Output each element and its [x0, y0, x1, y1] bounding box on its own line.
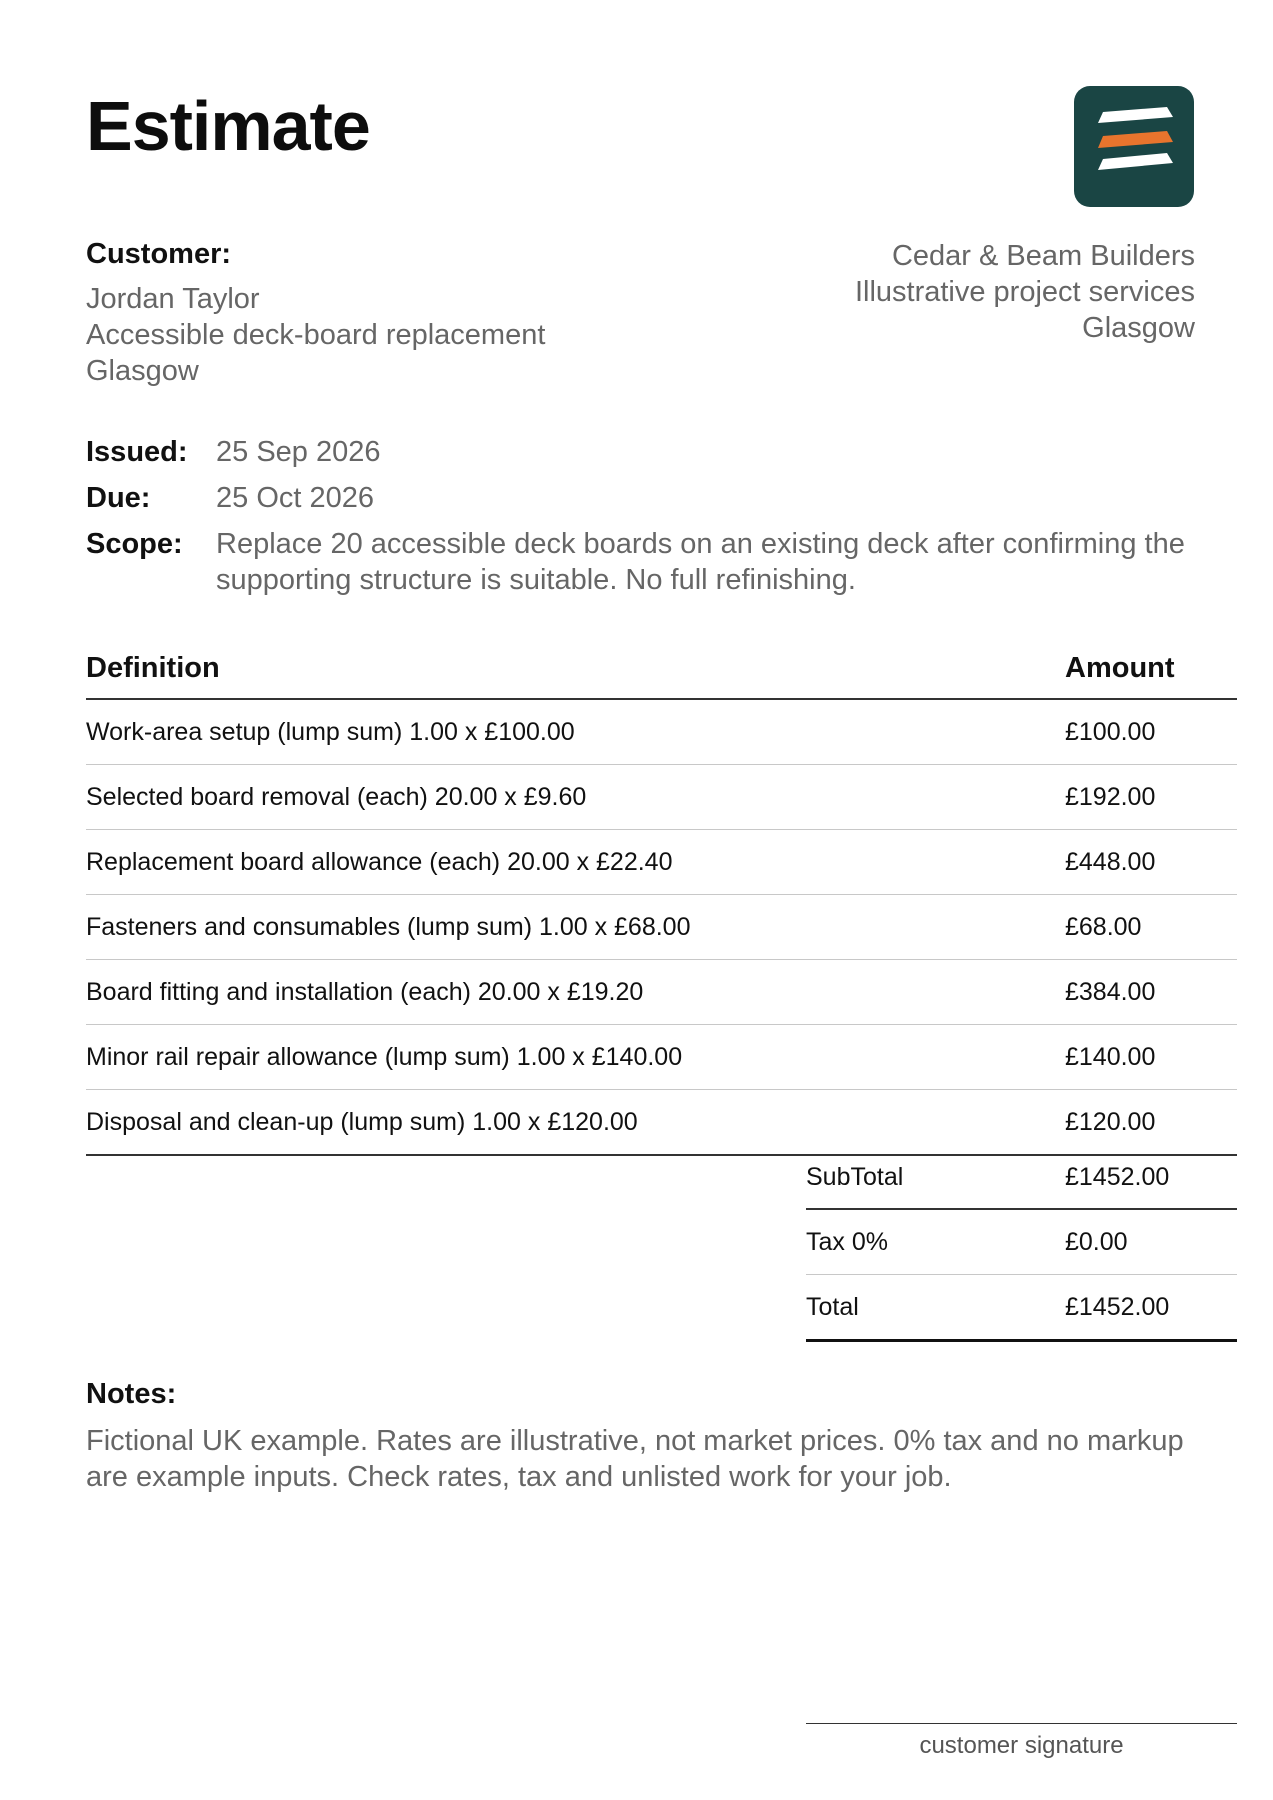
signature-line — [806, 1723, 1237, 1724]
company-block — [855, 238, 1195, 346]
notes-label: Notes: — [86, 1378, 177, 1410]
item-amount: £384.00 — [1065, 977, 1156, 1006]
item-definition: Replacement board allowance (each) 20.00 x £22.40 — [86, 847, 673, 876]
tax-label: Tax 0% — [806, 1227, 888, 1256]
item-amount: £140.00 — [1065, 1042, 1156, 1071]
notes-block — [86, 1378, 1206, 1495]
item-definition: Selected board removal (each) 20.00 x £9.60 — [86, 782, 587, 811]
signature-label: customer signature — [919, 1732, 1124, 1759]
subtotal-value: £1452.00 — [1065, 1163, 1170, 1191]
customer-name: Jordan Taylor — [86, 283, 260, 315]
table-header — [86, 652, 1237, 700]
customer-project: Accessible deck-board replacement — [86, 319, 546, 351]
table-body — [86, 700, 1237, 1156]
company-name: Cedar & Beam Builders — [891, 240, 1195, 272]
subtotal-label: SubTotal — [806, 1163, 904, 1191]
table-row — [86, 960, 1237, 1025]
item-definition: Disposal and clean-up (lump sum) 1.00 x £120.00 — [86, 1107, 638, 1136]
due-label: Due: — [86, 482, 151, 514]
issued-date: 25 Sep 2026 — [216, 436, 381, 468]
table-row — [86, 1025, 1237, 1090]
item-definition: Minor rail repair allowance (lump sum) 1.00 x £140.00 — [86, 1042, 683, 1071]
table-row — [86, 700, 1237, 765]
totals-block — [806, 1147, 1237, 1342]
item-amount: £68.00 — [1065, 912, 1142, 941]
scope-row — [86, 526, 1226, 598]
company-tagline: Illustrative project services — [854, 276, 1195, 308]
customer-block — [86, 238, 545, 389]
line-items-table — [86, 652, 1237, 1156]
table-row — [86, 895, 1237, 960]
item-definition: Work-area setup (lump sum) 1.00 x £100.00 — [86, 717, 575, 746]
scope-text: Replace 20 accessible deck boards on an existing deck after confirming the supporting structure is suitable. No full refinishing. — [216, 528, 1185, 596]
item-amount: £120.00 — [1065, 1107, 1156, 1136]
item-amount: £448.00 — [1065, 847, 1156, 876]
estimate-meta — [86, 434, 1226, 608]
tax-row — [806, 1210, 1237, 1275]
company-city: Glasgow — [1082, 312, 1195, 344]
total-label: Total — [806, 1292, 859, 1321]
total-row — [806, 1275, 1237, 1342]
item-amount: £192.00 — [1065, 782, 1156, 811]
issued-row — [86, 434, 1226, 470]
due-date: 25 Oct 2026 — [216, 482, 374, 514]
subtotal-row — [806, 1147, 1237, 1210]
item-definition: Board fitting and installation (each) 20.00 x £19.20 — [86, 977, 644, 1006]
item-definition: Fasteners and consumables (lump sum) 1.00 x £68.00 — [86, 912, 691, 941]
document-title: Estimate — [86, 87, 370, 165]
scope-label: Scope: — [86, 528, 183, 560]
stacked-boards-logo-icon — [1074, 86, 1194, 207]
table-row — [86, 830, 1237, 895]
issued-label: Issued: — [86, 436, 188, 468]
item-amount: £100.00 — [1065, 717, 1156, 746]
customer-city: Glasgow — [86, 355, 199, 387]
definition-header: Definition — [86, 652, 220, 684]
tax-value: £0.00 — [1065, 1227, 1128, 1256]
customer-label: Customer: — [86, 238, 232, 270]
table-row — [86, 765, 1237, 830]
notes-text: Fictional UK example. Rates are illustrative, not market prices. 0% tax and no markup are example inputs. Check rates, tax and unlisted work for your job. — [86, 1425, 1184, 1493]
amount-header: Amount — [1065, 652, 1175, 684]
company-logo — [1074, 86, 1194, 207]
total-value: £1452.00 — [1065, 1292, 1170, 1321]
due-row — [86, 480, 1226, 516]
